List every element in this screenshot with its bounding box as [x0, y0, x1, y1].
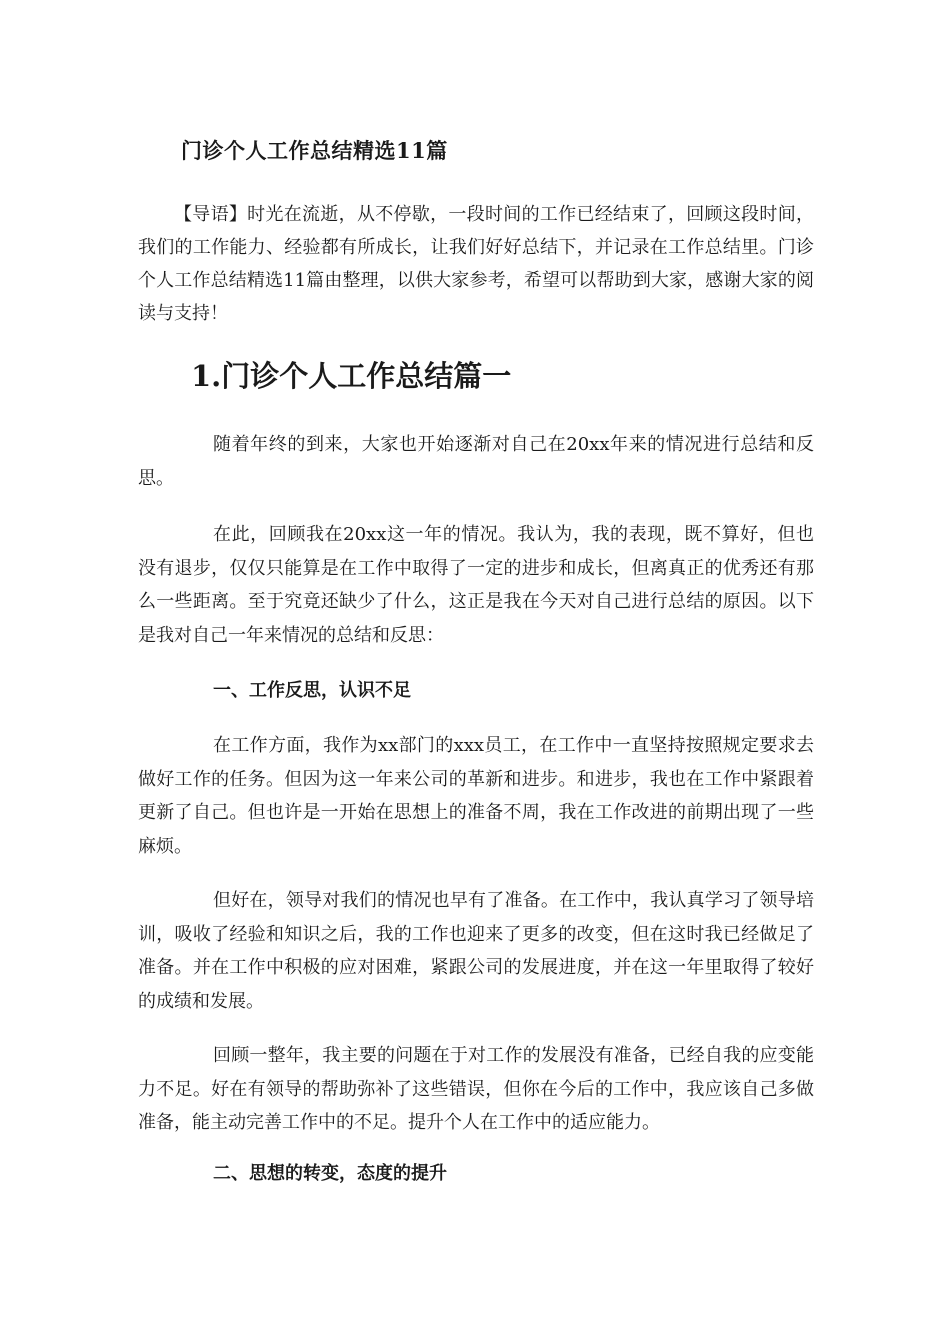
intro-paragraph: 【导语】时光在流逝，从不停歇，一段时间的工作已经结束了，回顾这段时间，我们的工作能力、经验都有所成长，让我们好好总结下，并记录在工作总结里。门诊个人工作总结精选11篇由整理，以供大家参考，希望可以帮助到大家，感谢大家的阅读与支持！ — [138, 204, 814, 324]
paragraph-1: 随着年终的到来，大家也开始逐渐对自己在20xx年来的情况进行总结和反思。 — [138, 434, 814, 489]
subheading-2: 二、思想的转变，态度的提升 — [213, 1163, 447, 1184]
paragraph-4: 但好在，领导对我们的情况也早有了准备。在工作中，我认真学习了领导培训，吸收了经验和知识之后，我的工作也迎来了更多的改变，但在这时我已经做足了准备。并在工作中积极的应对困难，紧跟公司的发展进度，并在这一年里取得了较好的成绩和发展。 — [138, 890, 814, 1012]
subheading-1: 一、工作反思，认识不足 — [213, 680, 411, 701]
paragraph-2: 在此，回顾我在20xx这一年的情况。我认为，我的表现，既不算好，但也没有退步，仅仅只能算是在工作中取得了一定的进步和成长，但离真正的优秀还有那么一些距离。至于究竟还缺少了什么，这正是我在今天对自己进行总结的原因。以下是我对自己一年来情况的总结和反思： — [138, 524, 814, 646]
document-title: 门诊个人工作总结精选11篇 — [181, 138, 448, 163]
section-title: 1.门诊个人工作总结篇一 — [191, 359, 512, 393]
paragraph-5: 回顾一整年，我主要的问题在于对工作的发展没有准备，已经自我的应变能力不足。好在有领导的帮助弥补了这些错误，但你在今后的工作中，我应该自己多做准备，能主动完善工作中的不足。提升个人在工作中的适应能力。 — [138, 1045, 814, 1133]
paragraph-3: 在工作方面，我作为xx部门的xxx员工，在工作中一直坚持按照规定要求去做好工作的任务。但因为这一年来公司的革新和进步。和进步，我也在工作中紧跟着更新了自己。但也许是一开始在思想上的准备不周，我在工作改进的前期出现了一些麻烦。 — [138, 735, 814, 857]
